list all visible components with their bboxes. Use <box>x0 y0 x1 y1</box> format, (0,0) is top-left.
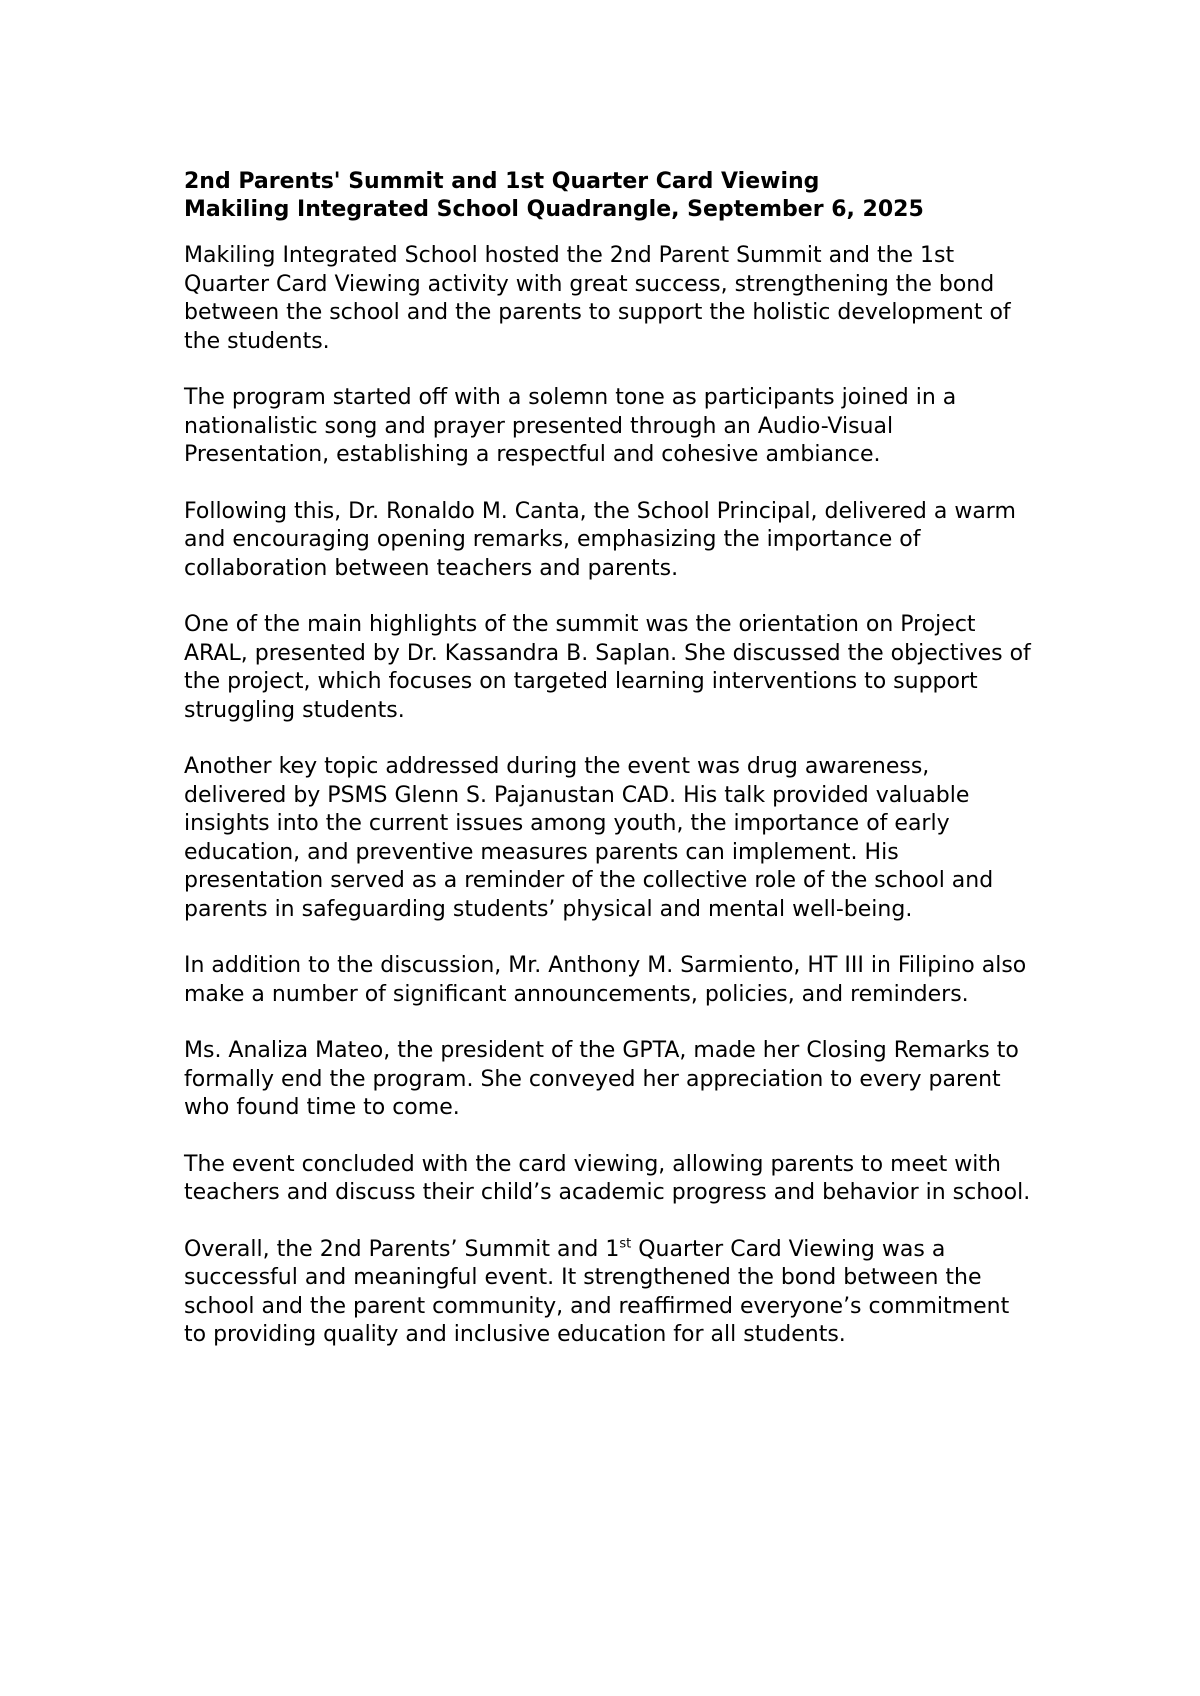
paragraph-announcements: In addition to the discussion, Mr. Anthony M. Sarmiento, HT III in Filipino also make a number of significant announcements, policies, and reminders. <box>184 953 1027 1007</box>
document-page <box>184 168 1034 1378</box>
paragraph-card-viewing: The event concluded with the card viewing, allowing parents to meet with teachers and discuss their child’s academic progress and behavior in school. <box>184 1151 1031 1205</box>
paragraph-program-start: The program started off with a solemn tone as participants joined in a nationalistic song and prayer presented through an Audio-Visual Presentation, establishing a respectful and cohesive ambiance. <box>184 385 957 467</box>
document-title <box>184 168 1034 224</box>
paragraph-conclusion <box>184 1236 1034 1350</box>
title-line-venue-date: Makiling Integrated School Quadrangle, September 6, 2025 <box>184 197 924 222</box>
paragraph-intro: Makiling Integrated School hosted the 2nd Parent Summit and the 1st Quarter Card Viewing activity with great success, strengthening the bond between the school and the parents to support the holistic development of the students. <box>184 243 1011 354</box>
conclusion-part-1: Overall, the 2nd Parents’ Summit and 1 <box>184 1236 620 1262</box>
paragraph-project-aral: One of the main highlights of the summit was the orientation on Project ARAL, presented by Dr. Kassandra B. Saplan. She discussed the objectives of the project, which focuses on targeted learning interventions to support struggling students. <box>184 612 1031 723</box>
conclusion-part-2: Quarter Card Viewing was a successful and meaningful event. It strengthened the bond between the school and the parent community, and reaffirmed everyone’s commitment to providing quality and inclusive education for all students. <box>184 1236 1010 1347</box>
paragraph-drug-awareness: Another key topic addressed during the event was drug awareness, delivered by PSMS Glenn S. Pajanustan CAD. His talk provided valuable insights into the current issues among youth, the importance of early education, and preventive measures parents can implement. His presentation served as a reminder of the collective role of the school and parents in safeguarding students’ physical and mental well-being. <box>184 754 994 922</box>
title-line-event: 2nd Parents' Summit and 1st Quarter Card Viewing <box>184 169 820 194</box>
conclusion-superscript: st <box>619 1236 632 1252</box>
paragraph-closing-remarks: Ms. Analiza Mateo, the president of the GPTA, made her Closing Remarks to formally end the program. She conveyed her appreciation to every parent who found time to come. <box>184 1038 1019 1120</box>
paragraph-opening-remarks: Following this, Dr. Ronaldo M. Canta, the School Principal, delivered a warm and encouraging opening remarks, emphasizing the importance of collaboration between teachers and parents. <box>184 498 1016 581</box>
